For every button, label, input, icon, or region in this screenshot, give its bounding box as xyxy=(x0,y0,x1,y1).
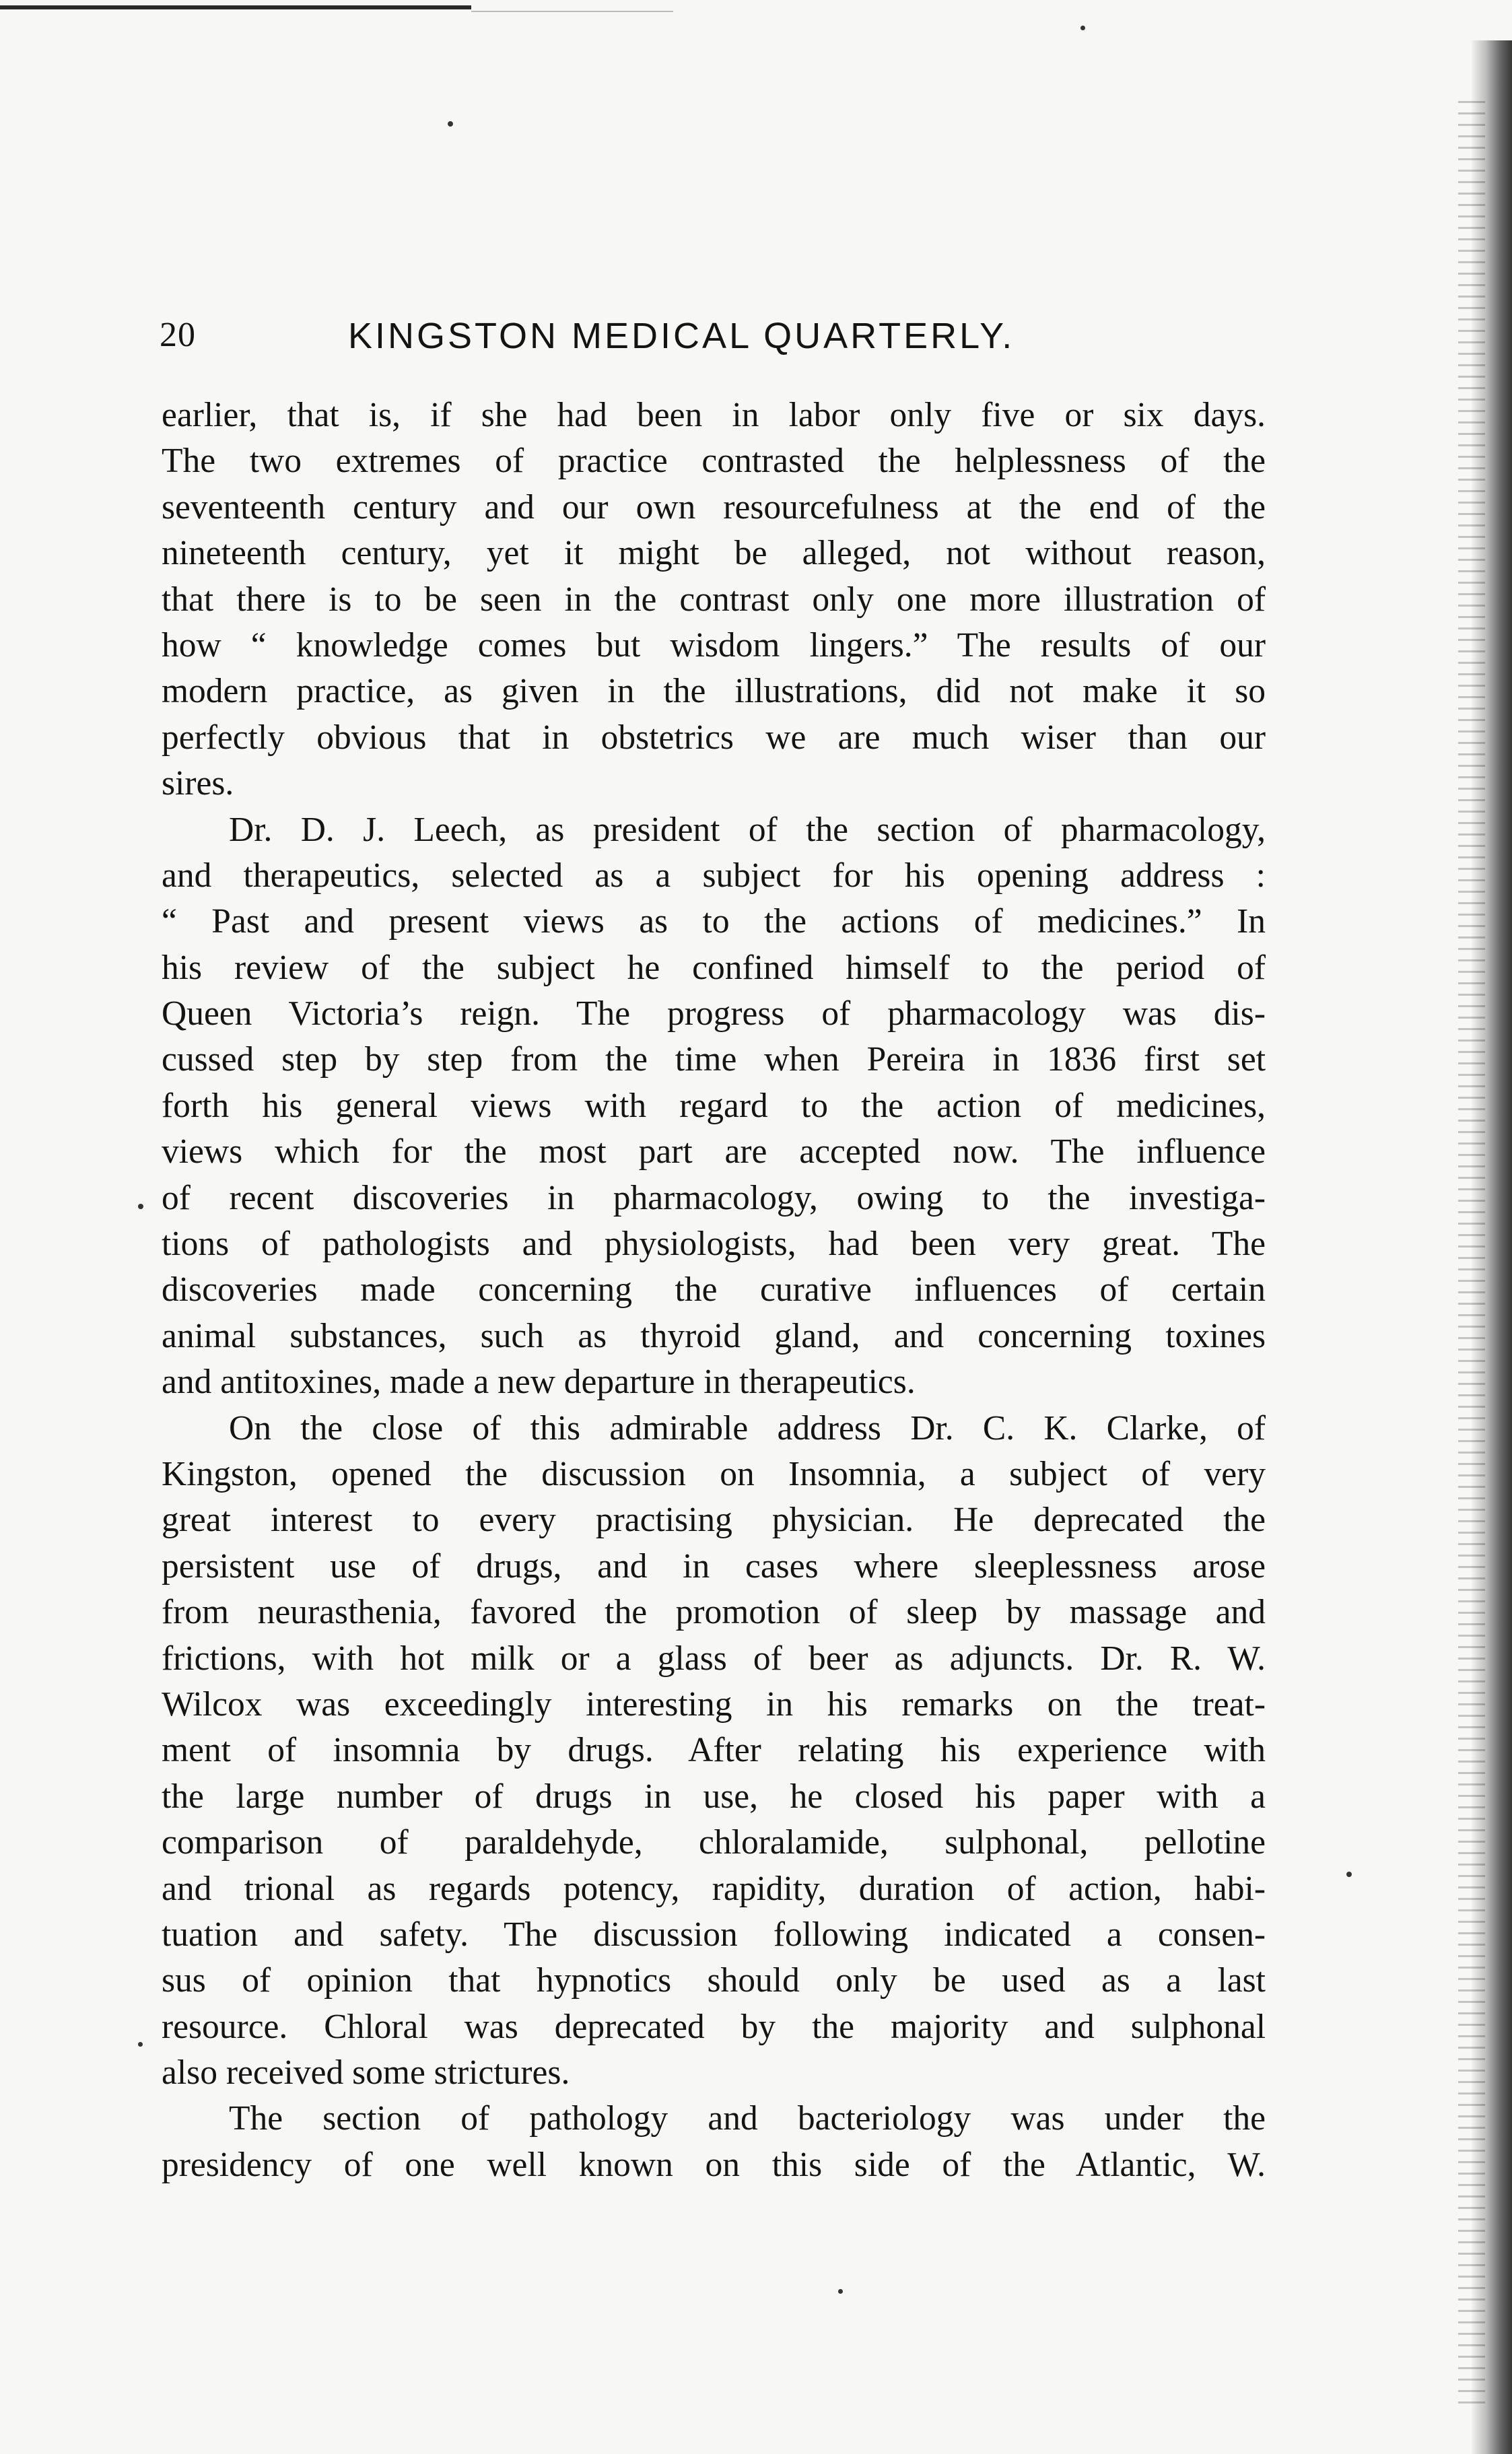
print-speck xyxy=(448,121,453,127)
top-edge-rule xyxy=(0,5,471,9)
text-line: Queen Victoria’s reign. The progress of pharmacology was dis- xyxy=(162,994,1266,1033)
print-speck xyxy=(838,2289,843,2294)
page-edge-texture xyxy=(1458,101,1485,2404)
text-line: sires. xyxy=(162,764,234,803)
text-line: comparison of paraldehyde, chloralamide, sulphonal, pellotine xyxy=(162,1823,1266,1862)
text-line: persistent use of drugs, and in cases where sleeplessness arose xyxy=(162,1546,1266,1586)
text-line: great interest to every practising physician. He deprecated the xyxy=(162,1501,1266,1540)
text-line: how “ knowledge comes but wisdom lingers.” The results of our xyxy=(162,625,1266,664)
text-line: and therapeutics, selected as a subject for his opening address : xyxy=(162,856,1266,895)
text-line: nineteenth century, yet it might be alleged, not without reason, xyxy=(162,534,1266,573)
text-line: of recent discoveries in pharmacology, owing to the investiga- xyxy=(162,1178,1266,1217)
text-line: tions of pathologists and physiologists, had been very great. The xyxy=(162,1225,1266,1264)
text-line: tuation and safety. The discussion following indicated a consen- xyxy=(162,1915,1266,1954)
paragraph-start: The section of pathology and bacteriology was under the xyxy=(229,2099,1266,2138)
print-speck xyxy=(138,1204,143,1209)
paragraph-start: Dr. D. J. Leech, as president of the section of pharmacology, xyxy=(229,810,1266,849)
top-edge-rule-thin xyxy=(471,11,673,12)
text-line: frictions, with hot milk or a glass of beer as adjuncts. Dr. R. W. xyxy=(162,1639,1266,1678)
paragraph-start: On the close of this admirable address Dr. C. K. Clarke, of xyxy=(229,1408,1266,1447)
text-line: animal substances, such as thyroid gland, and concerning toxines xyxy=(162,1316,1266,1355)
text-line: from neurasthenia, favored the promotion of sleep by massage and xyxy=(162,1593,1266,1632)
text-line: Wilcox was exceedingly interesting in his remarks on the treat- xyxy=(162,1684,1266,1724)
text-line: his review of the subject he confined himself to the period of xyxy=(162,948,1266,987)
text-line: resource. Chloral was deprecated by the majority and sulphonal xyxy=(162,2007,1266,2046)
text-line: modern practice, as given in the illustrations, did not make it so xyxy=(162,672,1266,711)
text-line: The two extremes of practice contrasted the helplessness of the xyxy=(162,442,1266,481)
print-speck xyxy=(1080,26,1085,30)
page-number: 20 xyxy=(160,316,196,354)
text-line: Kingston, opened the discussion on Insomnia, a subject of very xyxy=(162,1454,1266,1493)
running-header xyxy=(160,315,1358,369)
print-speck xyxy=(138,2042,143,2047)
body-text xyxy=(162,393,1266,2188)
text-line: seventeenth century and our own resourcefulness at the end of the xyxy=(162,487,1266,526)
text-line: the large number of drugs in use, he closed his paper with a xyxy=(162,1777,1266,1816)
print-speck xyxy=(1346,1872,1352,1877)
text-line: that there is to be seen in the contrast only one more illustration of xyxy=(162,580,1266,619)
text-line: forth his general views with regard to the action of medicines, xyxy=(162,1086,1266,1125)
text-line: and antitoxines, made a new departure in therapeutics. xyxy=(162,1363,916,1402)
text-line: perfectly obvious that in obstetrics we are much wiser than our xyxy=(162,718,1266,757)
text-line: earlier, that is, if she had been in labor only five or six days. xyxy=(162,396,1266,434)
text-line: views which for the most part are accepted now. The influence xyxy=(162,1132,1266,1171)
running-title: KINGSTON MEDICAL QUARTERLY. xyxy=(348,316,1015,356)
text-line: and trional as regards potency, rapidity, duration of action, habi- xyxy=(162,1869,1266,1908)
text-line: ment of insomnia by drugs. After relating his experience with xyxy=(162,1731,1266,1770)
text-line: also received some strictures. xyxy=(162,2053,570,2092)
text-line: presidency of one well known on this side of the Atlantic, W. xyxy=(162,2145,1266,2184)
text-line: cussed step by step from the time when Pereira in 1836 first set xyxy=(162,1040,1266,1079)
text-line: discoveries made concerning the curative influences of certain xyxy=(162,1270,1266,1309)
text-line: sus of opinion that hypnotics should only be used as a last xyxy=(162,1961,1266,2000)
text-line: “ Past and present views as to the actions of medicines.” In xyxy=(162,902,1266,941)
